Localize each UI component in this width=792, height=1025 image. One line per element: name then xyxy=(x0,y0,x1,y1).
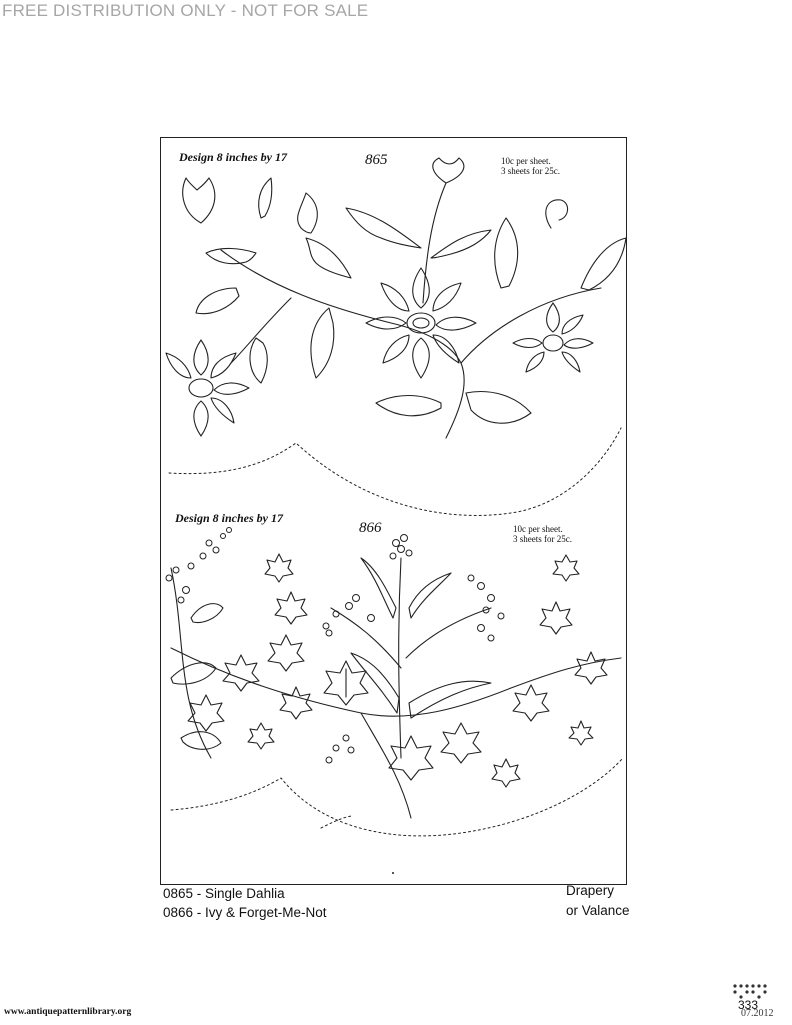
ivy-leaf xyxy=(553,555,579,581)
ivy-leaf xyxy=(569,721,593,745)
footer-website: www.antiquepatternlibrary.org xyxy=(4,1007,132,1017)
dahlia-flower-center xyxy=(366,268,476,378)
design-865-size: Design 8 inches by 17 xyxy=(179,150,287,164)
caption-use-line1: Drapery xyxy=(566,883,615,898)
grass-leaf xyxy=(361,558,396,618)
ivy-leaf xyxy=(324,661,368,705)
caption-pattern-0865: 0865 - Single Dahlia xyxy=(163,886,285,901)
ivy-leaf xyxy=(275,592,307,624)
design-866-price-line2: 3 sheets for 25c. xyxy=(513,534,572,544)
forget-me-not-stem xyxy=(331,608,401,668)
caption-use-line2: or Valance xyxy=(566,903,630,918)
ivy-leaf xyxy=(575,652,607,684)
forget-me-not-stem xyxy=(399,558,401,758)
design-865-price-line2: 3 sheets for 25c. xyxy=(501,166,560,176)
dahlia-leaf xyxy=(581,238,626,290)
dahlia-leaf xyxy=(250,338,267,383)
dahlia-bud-left xyxy=(183,178,215,223)
left-spray-leaf xyxy=(181,732,221,750)
scatter-marks xyxy=(392,872,394,874)
ivy-lower-stem xyxy=(361,713,411,818)
design-866-size: Design 8 inches by 17 xyxy=(175,511,283,525)
ivy-leaf xyxy=(492,759,520,787)
grass-leaf xyxy=(409,573,451,618)
watermark-text: FREE DISTRIBUTION ONLY - NOT FOR SALE xyxy=(2,1,369,20)
ivy-leaf xyxy=(265,554,293,582)
grass-leaf xyxy=(351,653,399,713)
dahlia-bud-top xyxy=(433,158,464,183)
dahlia-leaf xyxy=(346,208,421,248)
forget-me-not-stem xyxy=(406,608,491,658)
dahlia-leaf xyxy=(206,248,256,263)
ivy-leaf xyxy=(389,736,433,780)
ivy-main-stem xyxy=(171,648,621,716)
design-866-price-line1: 10c per sheet. xyxy=(513,524,563,534)
dahlia-left-stem xyxy=(231,298,291,363)
dahlia-leaf xyxy=(466,392,531,424)
dahlia-right-stem xyxy=(461,288,601,363)
dahlia-leaf xyxy=(376,396,441,416)
dahlia-main-stem xyxy=(221,250,464,438)
ivy-leaf xyxy=(188,695,224,731)
dahlia-leaf xyxy=(311,308,334,378)
ivy-leaf xyxy=(540,602,572,634)
library-logo-icon xyxy=(732,983,768,999)
dahlia-upper-stem xyxy=(423,183,446,303)
design-866-number: 866 xyxy=(359,520,382,536)
dahlia-leaf xyxy=(495,218,518,288)
design-865-number: 865 xyxy=(365,152,388,168)
ivy-leaf xyxy=(441,723,481,763)
dahlia-leaf xyxy=(306,238,351,278)
dahlia-leaf xyxy=(259,178,272,218)
dahlia-leaf-curl xyxy=(546,200,568,228)
ivy-leaf xyxy=(280,687,312,719)
dahlia-leaf xyxy=(298,193,318,233)
left-spray-leaf xyxy=(191,604,223,623)
dahlia-leaf xyxy=(196,288,239,314)
caption-pattern-0866: 0866 - Ivy & Forget-Me-Not xyxy=(163,905,327,920)
dahlia-flower-left xyxy=(166,340,249,436)
dahlia-leaf xyxy=(431,230,491,258)
pattern-plate xyxy=(160,137,627,885)
ivy-scallop-inner xyxy=(321,816,351,828)
ivy-leaf xyxy=(248,723,274,749)
design-865-price-line1: 10c per sheet. xyxy=(501,156,551,166)
ivy-leaf xyxy=(513,685,549,721)
forget-me-not-florets xyxy=(166,528,504,764)
design-866-price xyxy=(513,524,572,544)
ivy-leaf xyxy=(268,635,304,671)
footer-date: 07.2012 xyxy=(741,1008,774,1019)
dahlia-scallop-border xyxy=(169,428,621,515)
page-number: 333 xyxy=(738,998,759,1012)
design-865-price xyxy=(501,156,560,176)
